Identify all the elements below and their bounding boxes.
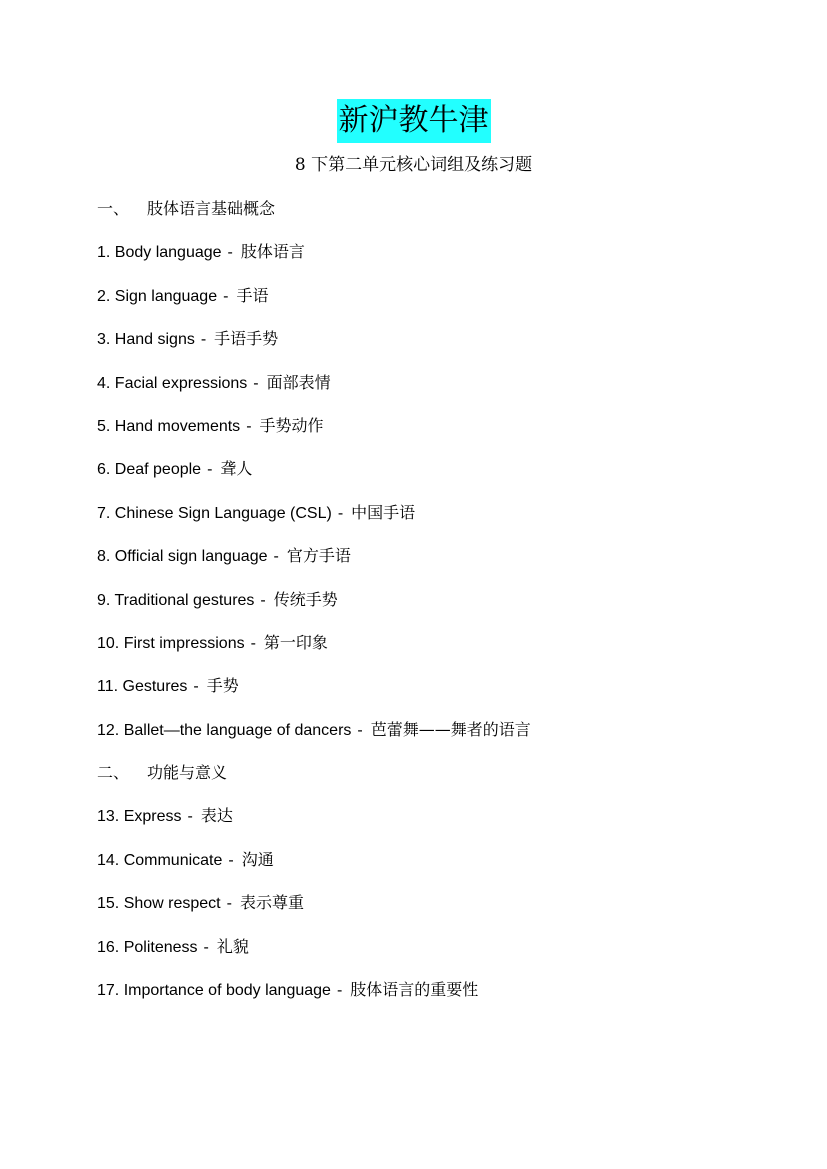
vocab-chinese: 肢体语言 (240, 242, 305, 262)
vocab-english: 1. Body language (97, 244, 222, 262)
vocab-separator: - (260, 591, 266, 609)
vocab-separator: - (227, 244, 233, 262)
title-container (0, 99, 827, 143)
document-subtitle: 8 下第二单元核心词组及练习题 (294, 155, 533, 175)
vocab-chinese: 表达 (200, 806, 233, 826)
vocab-item (97, 804, 797, 847)
vocab-chinese: 表示尊重 (239, 893, 304, 913)
vocab-english: 16. Politeness (97, 938, 198, 956)
vocab-separator: - (203, 938, 209, 956)
vocab-separator: - (246, 417, 252, 435)
vocab-chinese: 手语 (236, 285, 269, 305)
vocab-separator: - (193, 678, 199, 696)
vocab-chinese: 官方手语 (286, 546, 351, 566)
vocab-chinese: 第一印象 (263, 632, 328, 652)
vocab-chinese: 芭蕾舞——舞者的语言 (370, 719, 531, 739)
vocab-item (97, 414, 797, 457)
vocab-english: 5. Hand movements (97, 417, 241, 435)
vocab-english: 15. Show respect (97, 895, 221, 913)
vocab-separator: - (253, 374, 259, 392)
vocab-separator: - (226, 895, 232, 913)
vocab-chinese: 聋人 (220, 459, 253, 479)
vocab-chinese: 面部表情 (266, 372, 331, 392)
vocab-separator: - (357, 721, 363, 739)
vocab-separator: - (207, 461, 213, 479)
vocab-item (97, 588, 797, 631)
vocab-item (97, 935, 797, 978)
vocab-chinese: 手势动作 (259, 415, 324, 435)
vocab-english: 7. Chinese Sign Language (CSL) (97, 504, 332, 522)
vocab-english: 4. Facial expressions (97, 374, 248, 392)
vocab-item (97, 240, 797, 283)
document-title: 新沪教牛津 (337, 99, 491, 143)
vocab-item (97, 674, 797, 717)
section-heading (97, 197, 797, 240)
vocab-english: 3. Hand signs (97, 331, 195, 349)
vocab-chinese: 手势 (206, 676, 239, 696)
section-number: 一、 (97, 199, 130, 218)
vocab-item (97, 327, 797, 370)
vocab-english: 17. Importance of body language (97, 982, 331, 1000)
vocab-item (97, 631, 797, 674)
vocab-separator: - (337, 504, 344, 522)
vocab-english: 8. Official sign language (97, 548, 268, 566)
vocab-english: 14. Communicate (97, 851, 223, 869)
vocab-item (97, 501, 797, 544)
vocab-english: 12. Ballet—the language of dancers (97, 721, 352, 739)
vocab-separator: - (273, 548, 279, 566)
vocab-english: 13. Express (97, 808, 182, 826)
vocab-item (97, 718, 797, 761)
vocabulary-list (97, 197, 797, 1021)
vocab-chinese: 传统手势 (273, 589, 338, 609)
vocab-separator: - (187, 808, 193, 826)
section-title: 功能与意义 (147, 763, 228, 783)
vocab-item (97, 457, 797, 500)
vocab-chinese: 手语手势 (214, 329, 279, 349)
vocab-english: 6. Deaf people (97, 461, 202, 479)
vocab-item (97, 891, 797, 934)
section-heading (97, 761, 797, 804)
vocab-item (97, 371, 797, 414)
vocab-chinese: 礼貌 (216, 936, 249, 956)
vocab-english: 2. Sign language (97, 287, 218, 305)
vocab-item (97, 544, 797, 587)
vocab-chinese: 沟通 (241, 849, 274, 869)
vocab-chinese: 中国手语 (351, 502, 416, 522)
vocab-separator: - (336, 982, 343, 1000)
vocab-english: 10. First impressions (97, 634, 245, 652)
vocab-separator: - (223, 287, 229, 305)
vocab-english: 11. Gestures (97, 678, 188, 696)
vocab-item (97, 284, 797, 327)
section-title: 肢体语言基础概念 (147, 199, 276, 218)
vocab-item (97, 978, 797, 1021)
vocab-english: 9. Traditional gestures (97, 591, 255, 609)
vocab-item (97, 848, 797, 891)
vocab-separator: - (250, 634, 256, 652)
vocab-separator: - (228, 851, 234, 869)
section-number: 二、 (97, 763, 130, 783)
vocab-chinese: 肢体语言的重要性 (350, 980, 479, 1000)
vocab-separator: - (200, 331, 207, 349)
